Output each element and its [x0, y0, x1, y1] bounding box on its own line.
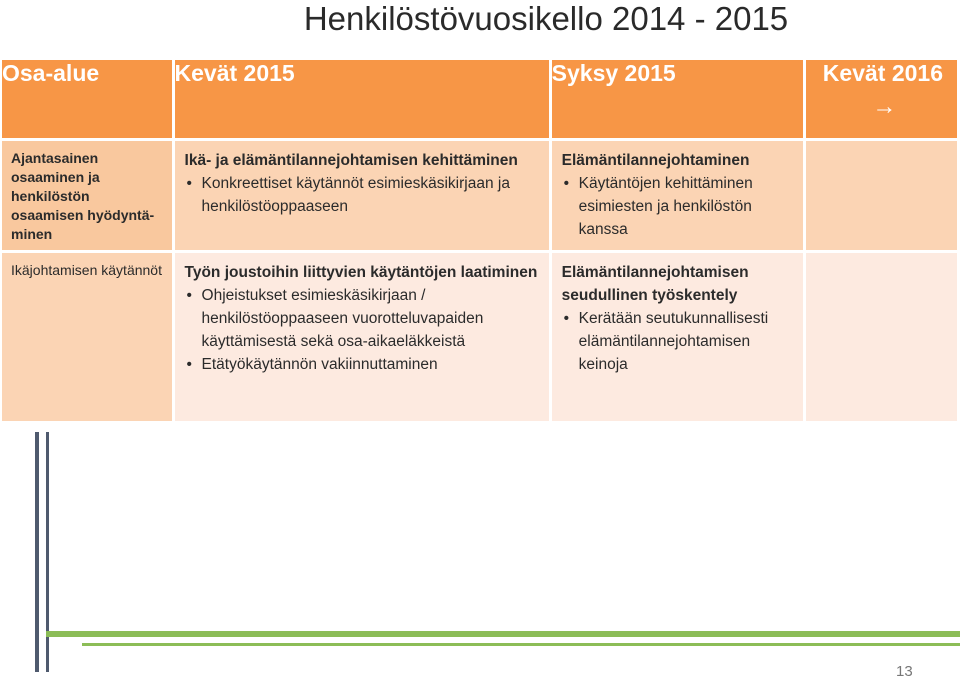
header-spring-2015: Kevät 2015 [175, 60, 549, 141]
row1-area: Ajantasainen osaaminen ja henkilöstön osaamisen hyödyntä-minen [11, 150, 155, 242]
page-number: 13 [896, 663, 913, 680]
decorative-line [46, 631, 960, 637]
decorative-bar [35, 432, 39, 672]
row1-spring2016-cell [806, 141, 957, 253]
header-row [2, 60, 957, 141]
list-item: • Kerätään seutukunnallisesti elämäntilannejohtamisen keinoja [562, 307, 795, 376]
decorative-line [82, 643, 960, 646]
table-row [2, 253, 957, 421]
row2-spring2016-cell [806, 253, 957, 421]
row2-area-cell [2, 253, 172, 421]
arrow-right-icon: → [872, 93, 897, 120]
list-item: • Ohjeistukset esimieskäsikirjaan / henkilöstöoppaaseen vuorotteluvapaiden käyttämisestä sekä osa-aikaeläkkeistä [185, 284, 541, 353]
row1-area-cell [2, 141, 172, 253]
row1-spring-cell [175, 141, 549, 253]
row2-autumn-cell [552, 253, 803, 421]
header-spring-2016-label: Kevät 2016 [822, 60, 943, 86]
table-row [2, 141, 957, 253]
page-title: Henkilöstövuosikello 2014 - 2015 [303, 0, 789, 37]
row1-autumn-heading: Elämäntilannejohtaminen [561, 152, 750, 169]
row2-area: Ikäjohtamisen käytännöt [11, 262, 162, 278]
header-autumn-2015: Syksy 2015 [552, 60, 803, 141]
row2-autumn-heading: Elämäntilannejohtamisen seudullinen työskentely [561, 264, 749, 304]
list-item: • Konkreettiset käytännöt esimieskäsikirjaan ja henkilöstöoppaaseen [185, 172, 541, 218]
row2-spring-heading: Työn joustoihin liittyvien käytäntöjen laatiminen [184, 264, 538, 281]
row1-autumn-cell [552, 141, 803, 253]
row1-spring-heading: Ikä- ja elämäntilannejohtamisen kehittäminen [184, 152, 518, 169]
list-item: • Etätyökäytännön vakiinnuttaminen [185, 353, 541, 376]
list-item: • Käytäntöjen kehittäminen esimiesten ja henkilöstön kanssa [562, 172, 795, 241]
header-spring-2016 [806, 60, 957, 141]
header-area: Osa-alue [2, 60, 172, 141]
schedule-table [0, 60, 960, 421]
row2-spring-cell [175, 253, 549, 421]
